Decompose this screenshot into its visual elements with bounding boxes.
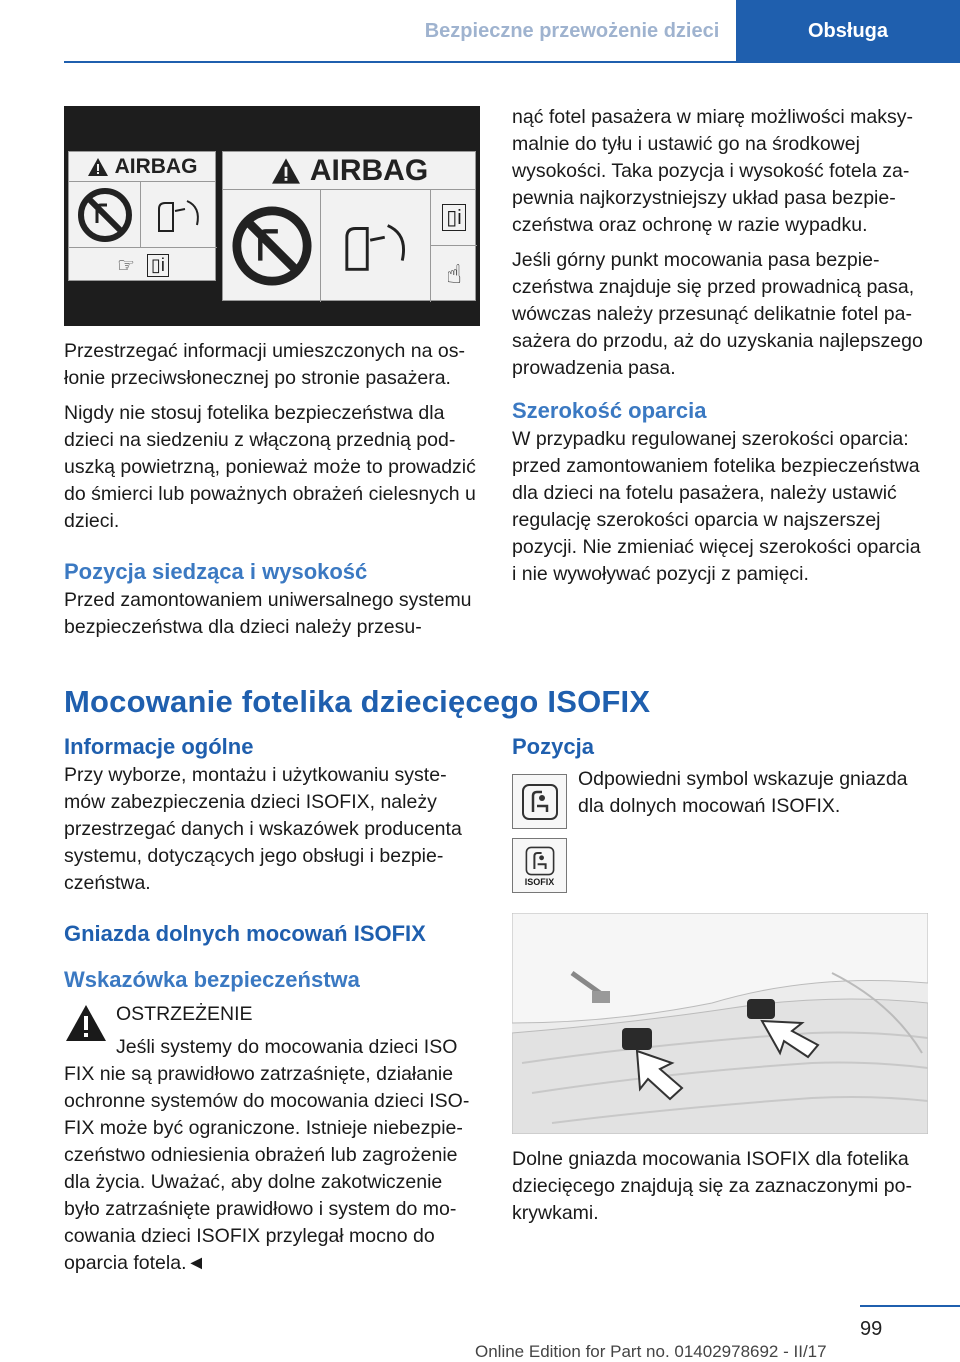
warning-block [64,1001,480,1061]
airbag-warning-paragraph: Nigdy nie stosuj fotelika bezpieczeństwa dla dzieci na siedzeniu z włączoną przednią poduszką powietrzną, ponieważ może to prowadzić do śmierci lub poważnych obrażeń cielesnych u dzieci. [64,402,476,532]
isofix-section-title: Mocowanie fotelika dziecięcego ISOFIX [64,684,651,719]
airbag-deploy-cell-large [321,190,431,302]
footer-rule [860,1305,960,1307]
rear-seat-drawing [512,913,928,1134]
backrest-width-heading: Szerokość oparcia [512,398,707,423]
isofix-left-column [64,732,480,1285]
lower-anchors-heading: Gniazda dolnych mocowań ISOFIX [64,921,426,946]
backrest-width-paragraph: W przypadku regulowanej szerokości oparcia: przed zamontowaniem fotelika bezpieczeństwa dla dzieci na fotelu pasażera, należy ustawić regulację szerokości oparcia w najszerszej pozycji. Nie zmieniać więcej szerokości oparcia i nie wywoływać pozycji z pamięci. [512,428,921,585]
safety-note-heading: Wskazówka bezpieczeństwa [64,967,360,992]
prohibited-child-seat-icon [77,187,133,243]
isofix-symbol-labelled [512,838,567,893]
general-info-heading: Informacje ogólne [64,734,254,759]
general-info-paragraph: Przy wyborze, montażu i użytkowaniu systemów zabezpieczenia dzieci ISOFIX, należy przestrzegać danych i wskazówek producenta systemu, dotyczących jego obsługi i bezpieczeństwa. [64,764,462,894]
child-seat-anchor-icon [520,782,560,822]
manual-cell [431,190,477,246]
pointing-hand-icon: ☞ [117,254,136,277]
belt-guide-paragraph: Jeśli górny punkt mocowania pasa bezpieczeństwa znajduje się przed prowadnicą pasa, wówczas należy przesunąć delikatnie fotel pasażera do przodu, aż do uzyskania najlepszego prowadzenia pasa. [512,249,923,379]
manual-icon: ▯i [442,204,465,231]
airbag-deploy-icon [149,191,209,239]
airbag-deploy-icon [331,211,421,281]
left-column [64,338,480,649]
warning-triangle-icon [64,1003,108,1043]
warning-icon [270,157,302,185]
isofix-symbol-text: ISOFIX [524,876,555,887]
isofix-right-column [512,732,930,828]
airbag-word-large: AIRBAG [309,153,429,187]
child-seat-anchor-icon [523,845,557,877]
page-number: 99 [860,1318,883,1340]
position-heading: Pozycja [512,734,594,759]
section-title: Bezpieczne przewożenie dzieci [424,19,720,42]
isofix-symbol [512,774,567,829]
airbag-label-photo [64,106,480,326]
warning-text: FIX nie są prawidłowo zatrzaśnięte, działanie ochronne systemów do mocowania dzieci ISOFIX może być ograniczone. Istnieje niebezpieczeństwo odniesienia obrażeń lub zagrożenie dla życia. Uważać, aby dolne zakotwiczenie było zatrzaśnięte prawidłowo i system do mocowania dzieci ISOFIX przylegał mocno do oparcia fotela.◄ [64,1063,470,1274]
airbag-title-small [69,152,215,182]
header-rule [64,61,960,63]
no-child-seat-cell-large [223,190,321,302]
seat-photo-caption: Dolne gniazda mocowania ISOFIX dla fotelika dziecięcego znajdują się za zaznaczonymi pokrywkami. [512,1148,912,1224]
no-child-seat-cell [69,182,141,248]
pointing-hand-icon: ☝ [446,258,462,289]
image-caption: Przestrzegać informacji umieszczonych na osłonie przeciwsłonecznej po stronie pasażera. [64,340,465,389]
chapter-tab[interactable]: Obsługa [736,0,960,62]
seat-position-paragraph: Przed zamontowaniem uniwersalnego systemu bezpieczeństwa dla dzieci należy przesu- [64,589,472,638]
right-column [512,104,930,596]
info-row-small [69,248,217,282]
rear-seat-isofix-photo [512,913,928,1134]
edition-note: Online Edition for Part no. 01402978692 - II/17 [475,1342,827,1361]
manual-icon: ▯i [147,254,169,277]
seat-photo-caption-block [512,1146,930,1235]
position-paragraph: Odpowiedni symbol wskazuje gniazda dla dolnych mocowań ISOFIX. [578,768,908,817]
airbag-label-small [68,151,216,281]
airbag-word-small: AIRBAG [114,154,198,178]
seat-position-continued: nąć fotel pasażera w miarę możliwości maksymalnie do tyłu i ustawić go na środkowej wysokości. Taka pozycja i wysokość fotela zapewnia najkorzystniejszy układ pasa bezpieczeństwa oraz ochronę w razie wypadku. [512,106,913,236]
warning-text-first-line: Jeśli systemy do mocowania dzieci ISO [116,1036,458,1058]
airbag-deploy-cell [141,182,217,248]
warning-icon [87,157,109,177]
airbag-label-large [222,151,476,301]
warning-title: OSTRZEŻENIE [116,1003,253,1025]
seat-position-heading: Pozycja siedząca i wysokość [64,559,368,584]
airbag-title-large [223,152,475,190]
prohibited-child-seat-icon [231,205,313,287]
hand-cell [431,246,477,302]
